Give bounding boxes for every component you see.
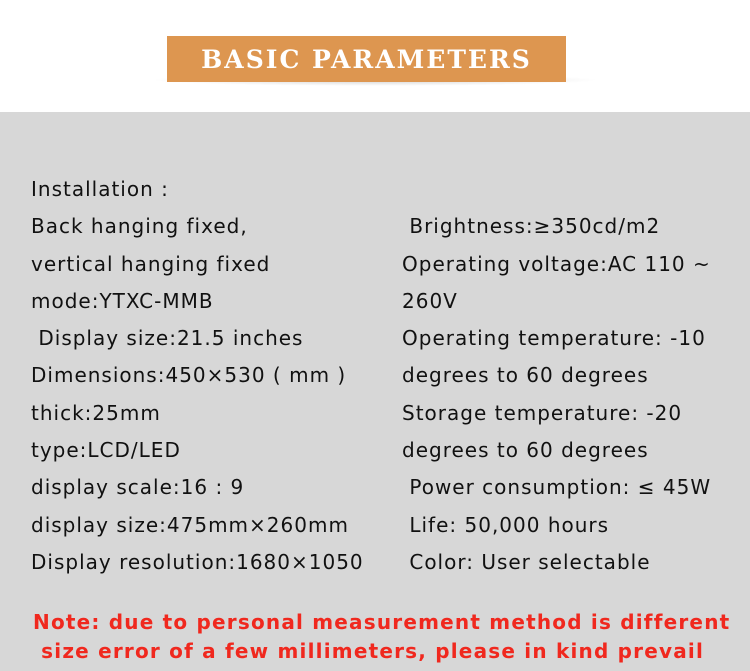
parameter-line: thick:25mm [31, 400, 161, 425]
header [0, 0, 750, 112]
parameter-line: Dimensions:450×530 ( mm ) [31, 363, 347, 388]
parameter-line: degrees to 60 degrees [402, 438, 649, 463]
parameter-line: Life: 50,000 hours [402, 512, 610, 537]
parameter-line: Brightness:≥350cd/m2 [402, 214, 661, 239]
parameter-line: vertical hanging fixed [31, 251, 271, 276]
parameter-line: display scale:16 : 9 [31, 475, 245, 500]
note-line: size error of a few millimeters, please in kind prevail [33, 639, 705, 663]
parameter-line: type:LCD/LED [31, 438, 181, 463]
parameter-line: degrees to 60 degrees [402, 363, 649, 388]
parameter-line: mode:YTXC-MMB [31, 288, 214, 313]
page-title: BASIC PARAMETERS [167, 36, 566, 82]
parameter-line: display size:475mm×260mm [31, 512, 349, 537]
parameter-line: 260V [402, 288, 458, 313]
parameters-panel [0, 112, 750, 671]
parameter-line: Display size:21.5 inches [31, 326, 304, 351]
parameter-line: Storage temperature: -20 [402, 400, 683, 425]
parameter-line: Display resolution:1680×1050 [31, 549, 364, 574]
parameter-line: Back hanging fixed, [31, 214, 248, 239]
parameter-line: Power consumption: ≤ 45W [402, 475, 712, 500]
parameter-line: Operating voltage:AC 110 ~ [402, 251, 711, 276]
parameter-line: Color: User selectable [402, 549, 651, 574]
parameter-line: Operating temperature: -10 [402, 326, 706, 351]
parameter-line: Installation : [31, 177, 169, 201]
measurement-note [33, 608, 748, 666]
note-line: Note: due to personal measurement method is different [33, 610, 731, 634]
left-parameter-column [31, 171, 391, 581]
parameter-line [402, 171, 747, 208]
right-parameter-column [402, 171, 747, 581]
